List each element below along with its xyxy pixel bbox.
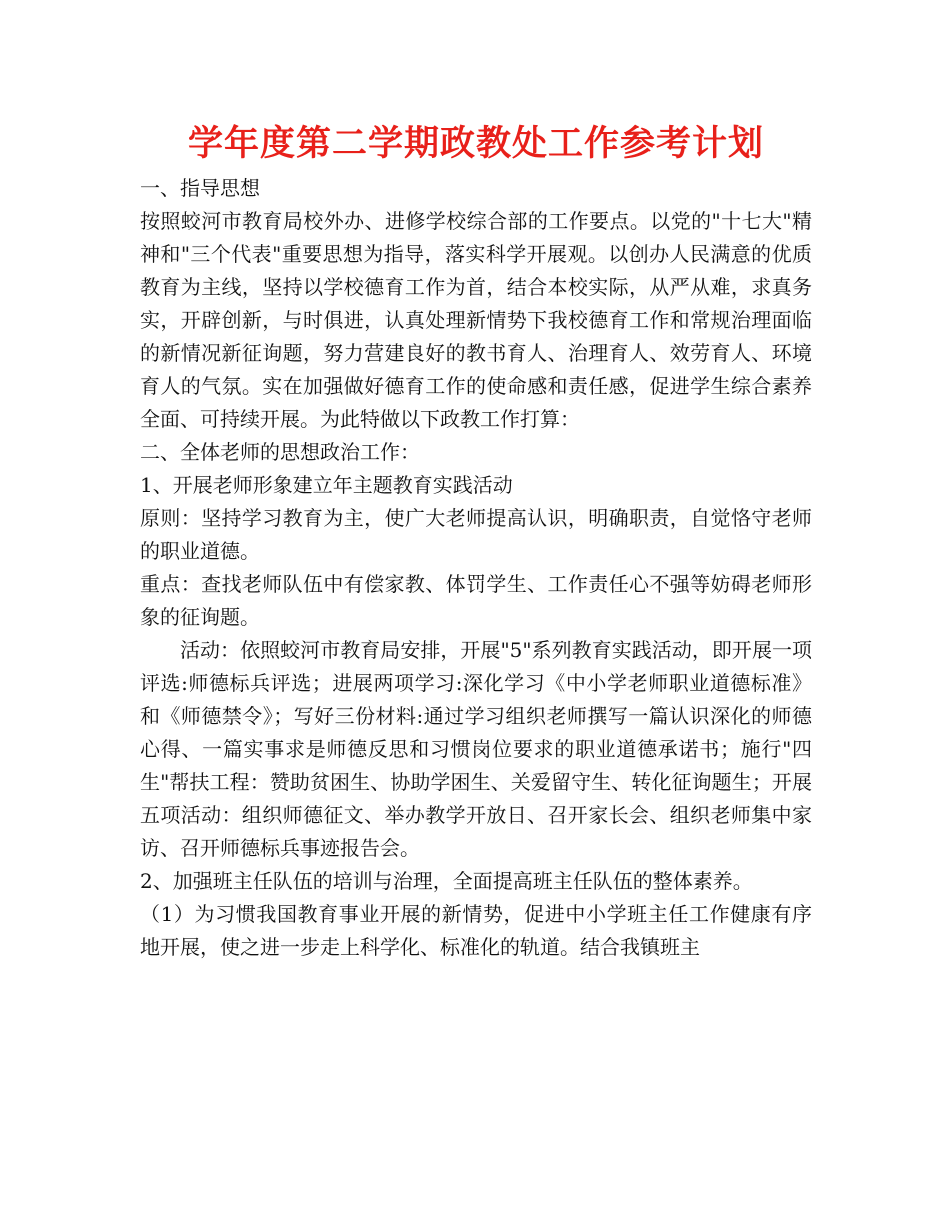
section-heading-teacher-political-work: 二、全体老师的思想政治工作： (140, 440, 420, 464)
paragraph-activities: 活动：依照蛟河市教育局安排，开展"5"系列教育实践活动，即开展一项评选:师德标兵评选；进展两项学习:深化学习《中小学老师职业道德标准》和《师德禁令》；写好三份材料:通过学习组织老师撰写一篇认识深化的师德心得、一篇实事求是师德反思和习惯岗位要求的职业道德承诺书；施行"四生"帮扶工程：赞助贫困生、协助学困生、关爱留守生、转化征询题生；开展五项活动：组织师德征文、举办教学开放日、召开家长会、组织老师集中家访、召开师德标兵事迹报告会。 (140, 638, 812, 860)
document-page (140, 118, 812, 964)
item-heading-class-teacher-training: 2、加强班主任队伍的培训与治理，全面提高班主任队伍的整体素养。 (140, 869, 753, 893)
section-heading-guiding-thought: 一、指导思想 (140, 176, 260, 200)
document-title: 学年度第二学期政教处工作参考计划 (187, 124, 764, 164)
item-heading-teacher-image-activity: 1、开展老师形象建立年主题教育实践活动 (140, 473, 513, 497)
paragraph-principle: 原则：坚持学习教育为主，使广大老师提高认识，明确职责，自觉恪守老师的职业道德。 (140, 506, 812, 563)
paragraph-key-points: 重点：查找老师队伍中有偿家教、体罚学生、工作责任心不强等妨碍老师形象的征询题。 (140, 572, 812, 629)
paragraph-class-teacher-detail: （1）为习惯我国教育事业开展的新情势，促进中小学班主任工作健康有序地开展，使之进一步走上科学化、标准化的轨道。结合我镇班主 (140, 902, 812, 959)
paragraph-guiding-thought: 按照蛟河市教育局校外办、进修学校综合部的工作要点。以党的"十七大"精神和"三个代表"重要思想为指导，落实科学开展观。以创办人民满意的优质教育为主线，坚持以学校德育工作为首，结合本校实际，从严从难，求真务实，开辟创新，与时俱进，认真处理新情势下我校德育工作和常规治理面临的新情况新征询题，努力营建良好的教书育人、治理育人、效劳育人、环境育人的气氛。实在加强做好德育工作的使命感和责任感，促进学生综合素养全面、可持续开展。为此特做以下政教工作打算： (140, 209, 812, 431)
